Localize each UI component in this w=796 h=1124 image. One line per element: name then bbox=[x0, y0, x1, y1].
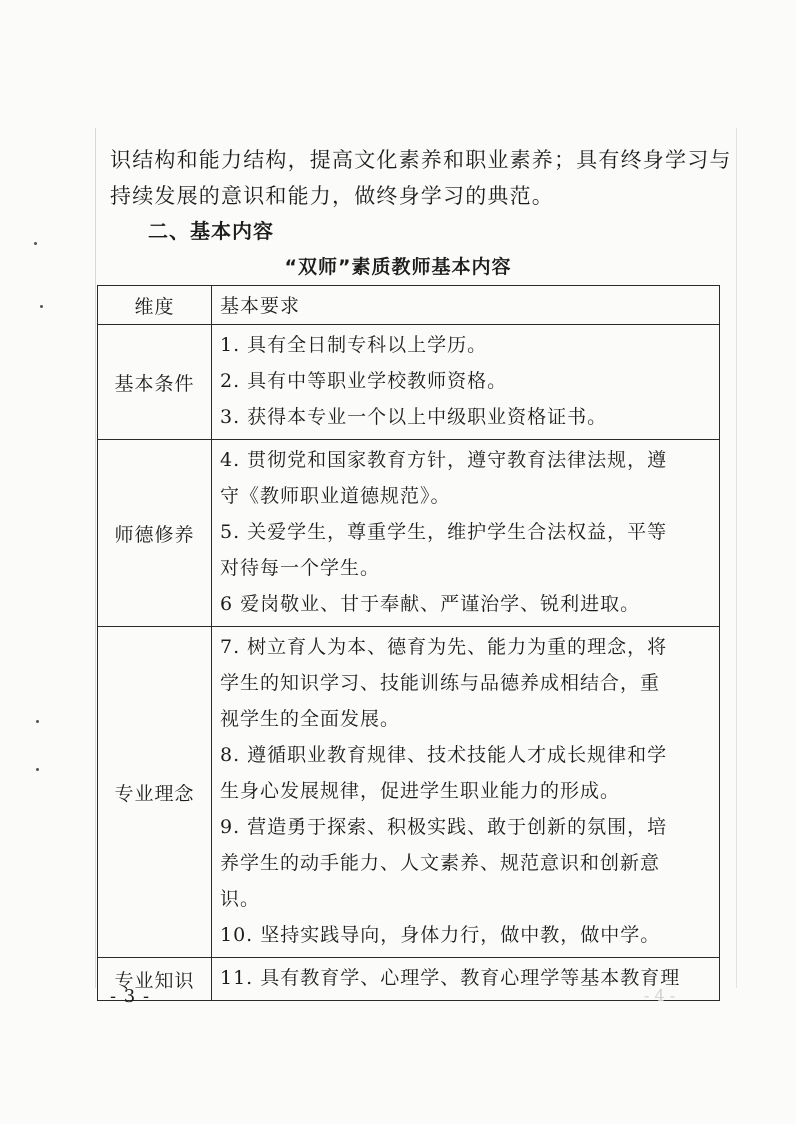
requirement-line: 3. 获得本专业一个以上中级职业资格证书。 bbox=[220, 406, 608, 428]
table-row bbox=[98, 627, 720, 958]
page-number-bleed: - 4 - bbox=[644, 986, 676, 1005]
requirement-line: 2. 具有中等职业学校教师资格。 bbox=[220, 370, 508, 392]
page-number: - 3 - bbox=[110, 986, 151, 1007]
requirement-line: 对待每一个学生。 bbox=[220, 557, 381, 579]
requirement-item bbox=[220, 586, 713, 622]
section-heading: 二、基本内容 bbox=[148, 219, 274, 243]
requirement-item bbox=[220, 399, 713, 435]
table-row bbox=[98, 958, 720, 1001]
requirement-line: 1. 具有全日制专科以上学历。 bbox=[220, 334, 488, 356]
margin-mark bbox=[36, 720, 39, 723]
requirement-item bbox=[220, 442, 713, 514]
dimension-cell: 专业知识 bbox=[98, 958, 212, 1001]
table-row bbox=[98, 325, 720, 440]
requirement-item bbox=[220, 327, 713, 363]
requirement-line: 10. 坚持实践导向，身体力行，做中教，做中学。 bbox=[220, 924, 661, 946]
dimension-cell: 专业理念 bbox=[98, 627, 212, 958]
requirement-line: 守《教师职业道德规范》。 bbox=[220, 485, 451, 507]
requirement-item bbox=[220, 960, 713, 996]
requirement-cell bbox=[212, 440, 720, 627]
margin-mark bbox=[34, 242, 37, 245]
intro-line-1: 识结构和能力结构，提高文化素养和职业素养；具有终身学习与 bbox=[110, 148, 732, 172]
requirement-item bbox=[220, 363, 713, 399]
header-dimension: 维度 bbox=[98, 286, 212, 325]
requirement-line: 4. 贯彻党和国家教育方针，遵守教育法律法规，遵 bbox=[220, 449, 668, 471]
margin-mark bbox=[40, 305, 43, 308]
requirement-line: 5. 关爱学生，尊重学生，维护学生合法权益，平等 bbox=[220, 521, 668, 543]
requirement-line: 6 爱岗敬业、甘于奉献、严谨治学、锐利进取。 bbox=[220, 593, 641, 615]
table-row bbox=[98, 440, 720, 627]
table-title: “双师”素质教师基本内容 bbox=[284, 256, 512, 278]
content-table bbox=[97, 285, 720, 1001]
requirement-item bbox=[220, 809, 713, 917]
margin-mark bbox=[36, 768, 39, 771]
requirement-line: 8. 遵循职业教育规律、技术技能人才成长规律和学 bbox=[220, 744, 668, 766]
requirement-line: 7. 树立育人为本、德育为先、能力为重的理念，将 bbox=[220, 636, 668, 658]
requirement-line: 11. 具有教育学、心理学、教育心理学等基本教育理 bbox=[220, 967, 681, 989]
requirement-cell bbox=[212, 627, 720, 958]
requirement-line: 识。 bbox=[220, 888, 261, 910]
header-requirement: 基本要求 bbox=[212, 286, 720, 325]
requirement-line: 学生的知识学习、技能训练与品德养成相结合，重 bbox=[220, 672, 661, 694]
table-header-row bbox=[98, 286, 720, 325]
requirement-item bbox=[220, 737, 713, 809]
requirement-item bbox=[220, 917, 713, 953]
requirement-line: 养学生的动手能力、人文素养、规范意识和创新意 bbox=[220, 852, 661, 874]
requirement-cell bbox=[212, 325, 720, 440]
requirement-line: 生身心发展规律，促进学生职业能力的形成。 bbox=[220, 780, 621, 802]
intro-line-2: 持续发展的意识和能力，做终身学习的典范。 bbox=[110, 184, 554, 208]
requirement-line: 9. 营造勇于探索、积极实践、敢于创新的氛围，培 bbox=[220, 816, 668, 838]
requirement-item bbox=[220, 629, 713, 737]
dimension-cell: 师德修养 bbox=[98, 440, 212, 627]
dimension-cell: 基本条件 bbox=[98, 325, 212, 440]
requirement-line: 视学生的全面发展。 bbox=[220, 708, 401, 730]
requirement-item bbox=[220, 514, 713, 586]
